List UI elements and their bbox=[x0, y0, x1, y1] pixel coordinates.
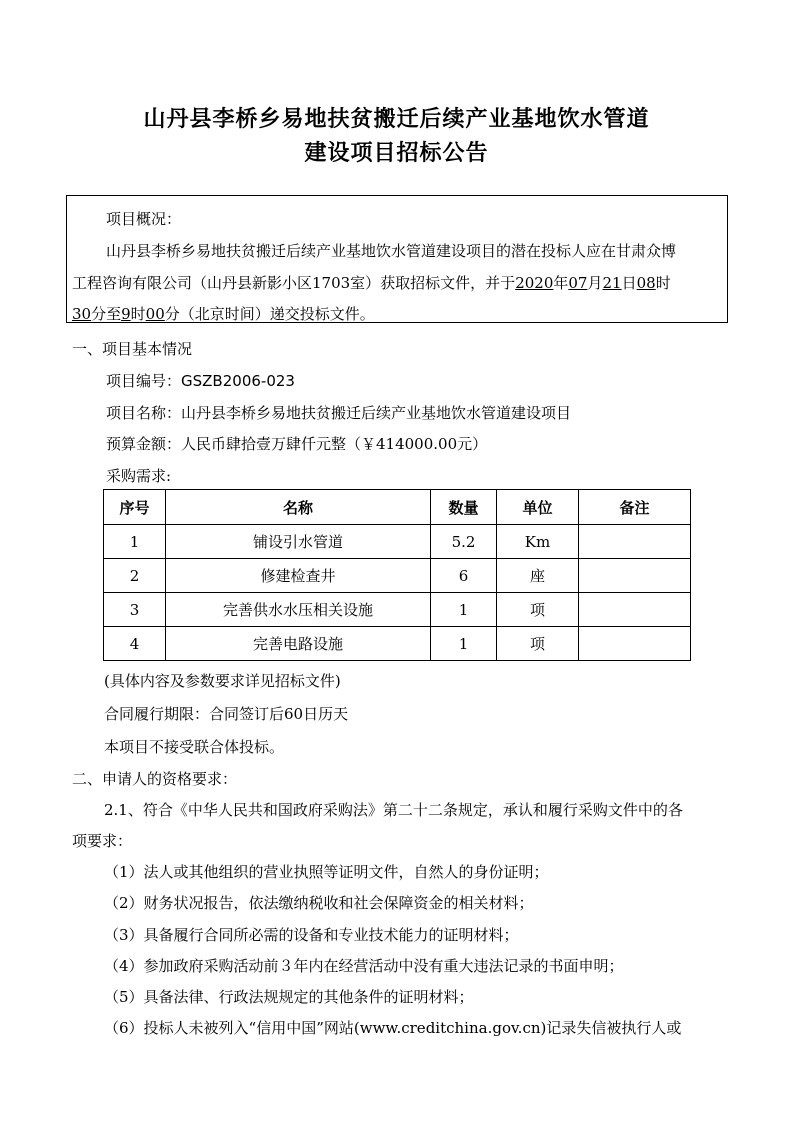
table-cell: 6 bbox=[431, 559, 497, 593]
table-header-row bbox=[104, 490, 691, 525]
detail-note: (具体内容及参数要求详见招标文件) bbox=[104, 672, 341, 690]
procurement-table bbox=[103, 489, 691, 661]
notice-title-line2: 建设项目招标公告 bbox=[304, 141, 489, 166]
qualification-2-1-line2: 项要求： bbox=[72, 832, 133, 850]
section2-heading: 二、申请人的资格要求： bbox=[72, 770, 238, 788]
table-cell: 1 bbox=[431, 627, 497, 661]
qualification-item: （4）参加政府采购活动前３年内在经营活动中没有重大违法记录的书面申明； bbox=[104, 957, 624, 975]
table-cell: 项 bbox=[497, 593, 579, 627]
table-cell: 2 bbox=[104, 559, 166, 593]
table-cell: 修建检查井 bbox=[166, 559, 431, 593]
table-cell: 完善电路设施 bbox=[166, 627, 431, 661]
header-cell: 备注 bbox=[579, 490, 691, 525]
qualification-item: （6）投标人未被列入“信用中国”网站(www.creditchina.gov.cn)记录失信被执行人或 bbox=[104, 1019, 682, 1037]
notice-title-line1: 山丹县李桥乡易地扶贫搬迁后续产业基地饮水管道 bbox=[143, 107, 650, 132]
table-cell bbox=[579, 593, 691, 627]
table-cell bbox=[579, 627, 691, 661]
table-row bbox=[104, 593, 691, 627]
project-name: 项目名称：山丹县李桥乡易地扶贫搬迁后续产业基地饮水管道建设项目 bbox=[106, 404, 572, 422]
qualification-item: （3）具备履行合同所必需的设备和专业技术能力的证明材料； bbox=[104, 926, 519, 944]
table-cell bbox=[579, 525, 691, 559]
table-cell: 1 bbox=[431, 593, 497, 627]
table-cell: 3 bbox=[104, 593, 166, 627]
overview-text-line2: 工程咨询有限公司（山丹县新影小区1703室）获取招标文件，并于2020年07月21日08时 bbox=[72, 274, 671, 292]
table-cell: Km bbox=[497, 525, 579, 559]
table-row bbox=[104, 627, 691, 661]
overview-text-line3: 30分至9时00分（北京时间）递交投标文件。 bbox=[72, 305, 375, 323]
overview-heading: 项目概况： bbox=[106, 210, 182, 228]
contract-period: 合同履行期限：合同签订后60日历天 bbox=[104, 705, 349, 723]
demand-label: 采购需求: bbox=[106, 467, 172, 485]
header-cell: 数量 bbox=[431, 490, 497, 525]
table-cell: 座 bbox=[497, 559, 579, 593]
qualification-item: （5）具备法律、行政法规规定的其他条件的证明材料； bbox=[104, 988, 474, 1006]
table-cell: 铺设引水管道 bbox=[166, 525, 431, 559]
table-cell bbox=[579, 559, 691, 593]
overview-text-line1: 山丹县李桥乡易地扶贫搬迁后续产业基地饮水管道建设项目的潜在投标人应在甘肃众博 bbox=[106, 242, 677, 260]
header-cell: 序号 bbox=[104, 490, 166, 525]
project-code: 项目编号：GSZB2006-023 bbox=[106, 372, 295, 390]
table-cell: 完善供水水压相关设施 bbox=[166, 593, 431, 627]
table-row bbox=[104, 525, 691, 559]
header-cell: 单位 bbox=[497, 490, 579, 525]
qualification-item: （2）财务状况报告，依法缴纳税收和社会保障资金的相关材料； bbox=[104, 894, 534, 912]
consortium-note: 本项目不接受联合体投标。 bbox=[104, 738, 285, 756]
table-cell: 4 bbox=[104, 627, 166, 661]
qualification-2-1-line1: 2.1、符合《中华人民共和国政府采购法》第二十二条规定，承认和履行采购文件中的各 bbox=[104, 801, 683, 819]
header-cell: 名称 bbox=[166, 490, 431, 525]
qualification-item: （1）法人或其他组织的营业执照等证明文件，自然人的身份证明； bbox=[104, 863, 549, 881]
table-cell: 5.2 bbox=[431, 525, 497, 559]
table-cell: 项 bbox=[497, 627, 579, 661]
section1-heading: 一、项目基本情况 bbox=[72, 340, 193, 358]
budget-amount: 预算金额：人民币肆拾壹万肆仟元整（￥414000.00元） bbox=[106, 435, 488, 453]
table-row bbox=[104, 559, 691, 593]
table-cell: 1 bbox=[104, 525, 166, 559]
